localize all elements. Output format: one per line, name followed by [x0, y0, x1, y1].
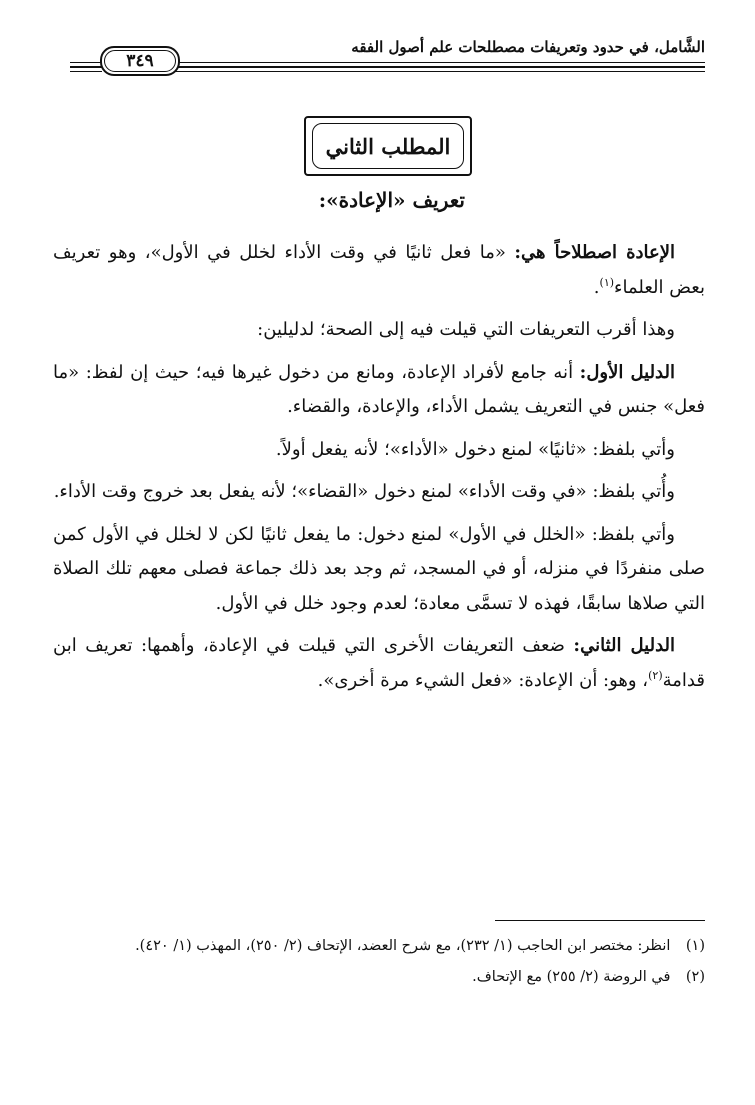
paragraph-lead: الدليل الثاني: — [573, 635, 676, 656]
paragraph-text: «ما فعل ثانيًا في وقت الأداء لخلل في الأول»، وهو تعريف بعض العلماء — [53, 242, 705, 298]
paragraph: وأتي بلفظ: «الخلل في الأول» لمنع دخول: ما يفعل ثانيًا لكن لا لخلل في الأول كمن صلى منفردًا في منزله، أو في المسجد، ثم وجد بعد ذلك جماعة فصلى معهم تلك الصلاة التي صلاها سابقًا، فهذه لا تسمَّى معادة؛ لعدم وجود خلل في الأول. — [53, 523, 705, 614]
paragraph: وأتي بلفظ: «ثانيًا» لمنع دخول «الأداء»؛ لأنه يفعل أولاً. — [275, 438, 675, 460]
paragraph — [53, 236, 705, 305]
footnote-ref: (٢) — [648, 668, 663, 682]
footnote-number: (٢) — [685, 969, 705, 985]
footnote-separator — [495, 920, 705, 921]
paragraph-lead: الدليل الأول: — [579, 361, 675, 383]
footnote-number: (١) — [685, 938, 705, 954]
paragraph-text: ضعف التعريفات الأخرى التي قيلت في الإعادة، وأهمها: تعريف ابن قدامة — [53, 635, 705, 691]
running-header-title: الشَّامل، في حدود وتعريفات مصطلحات علم أصول الفقه — [351, 38, 705, 56]
page-number — [100, 46, 180, 76]
footnotes — [45, 932, 705, 994]
paragraph-text: أنه جامع لأفراد الإعادة، ومانع من دخول غيرها فيه؛ حيث إن لفظ: «ما فعل» جنس في التعريف يشمل الأداء، والإعادة، والقضاء. — [53, 361, 705, 417]
header-rule — [170, 66, 705, 68]
footnote-text: في الروضة (٢/ ٢٥٥) مع الإتحاف. — [472, 969, 671, 985]
paragraph-text: ، وهو: أن الإعادة: «فعل الشيء مرة أخرى». — [317, 669, 649, 691]
header-rule — [70, 66, 102, 68]
paragraph-lead: الإعادة اصطلاحاً هي: — [514, 242, 676, 263]
running-header — [70, 34, 705, 74]
footnote-ref: (١) — [599, 275, 615, 289]
footnote — [45, 963, 705, 991]
footnote — [45, 932, 705, 960]
section-heading: المطلب الثاني — [312, 123, 464, 169]
definition-subheading: تعريف «الإعادة»: — [318, 188, 465, 212]
header-rule — [170, 71, 705, 72]
section-heading-frame — [304, 116, 472, 176]
body-text — [53, 236, 705, 706]
paragraph: وهذا أقرب التعريفات التي قيلت فيه إلى الصحة؛ لدليلين: — [257, 319, 675, 340]
header-rule — [170, 62, 705, 63]
header-rule — [70, 62, 102, 63]
footnote-text: انظر: مختصر ابن الحاجب (١/ ٢٣٢)، مع شرح العضد، الإتحاف (٢/ ٢٥٠)، المهذب (١/ ٤٢٠). — [135, 938, 671, 954]
paragraph — [53, 356, 705, 425]
paragraph: وأُتي بلفظ: «في وقت الأداء» لمنع دخول «القضاء»؛ لأنه يفعل بعد خروج وقت الأداء. — [53, 481, 675, 502]
page-number-text: ٣٤٩ — [126, 51, 154, 71]
header-rule — [70, 71, 102, 72]
paragraph — [53, 629, 705, 698]
paragraph-text: . — [593, 276, 600, 298]
